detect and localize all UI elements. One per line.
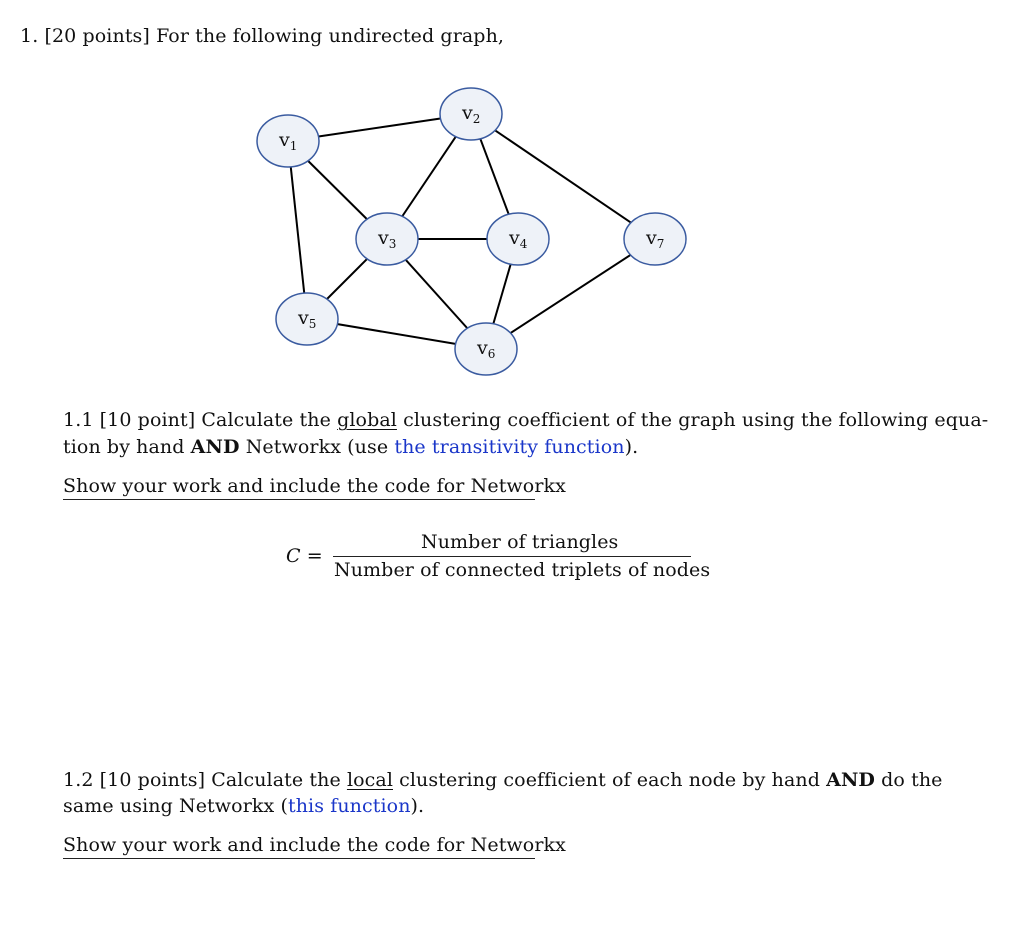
part2-and: AND [826, 769, 876, 791]
clustering-function-link[interactable]: this function [287, 795, 411, 817]
node-label-v1: $v_1$ [279, 129, 298, 153]
node-v5 [276, 293, 338, 345]
part2-text-d: same using Networkx ( [63, 795, 288, 817]
question-prompt: For the following undirected graph, [156, 25, 505, 47]
fraction-bar [333, 556, 691, 557]
node-label-v2: $v_2$ [462, 102, 481, 126]
part2-line1 [63, 769, 943, 791]
node-v4 [487, 213, 549, 265]
node-label-v5: $v_5$ [298, 307, 317, 331]
part1-text-d: Networkx (use [239, 436, 395, 458]
part2-show-work: Show your work and include the code for Networkx [63, 834, 566, 856]
transitivity-function-link[interactable]: the transitivity function [394, 436, 625, 458]
node-v3 [356, 213, 418, 265]
question-number: 1. [20, 25, 39, 47]
part1-text-e: ). [624, 436, 639, 458]
part2-text-c: do the [875, 769, 943, 791]
part2-local-word: local [346, 769, 393, 791]
part1-text-a: 1.1 [10 point] Calculate the [63, 409, 338, 431]
part1-line2 [63, 436, 638, 458]
node-label-v4: $v_4$ [509, 227, 528, 251]
part1-show-work: Show your work and include the code for Networkx [63, 475, 566, 497]
part2-text-b: clustering coefficient of each node by hand [393, 769, 827, 791]
formula-denominator: Number of connected triplets of nodes [334, 559, 711, 581]
part2-rule [63, 858, 535, 859]
part1-and: AND [190, 436, 240, 458]
undirected-graph [0, 0, 1024, 400]
formula-lhs: C = [286, 545, 323, 567]
node-label-v7: $v_7$ [646, 227, 665, 251]
part1-rule [63, 499, 535, 500]
part1-global-word: global [337, 409, 397, 431]
part2-line2 [63, 795, 424, 817]
node-label-v6: $v_6$ [477, 337, 496, 361]
edge-v1-v5 [288, 141, 307, 319]
node-v1 [257, 115, 319, 167]
part1-text-b: clustering coefficient of the graph using the following equa- [396, 409, 989, 431]
part2-text-e: ). [410, 795, 425, 817]
node-v6 [455, 323, 517, 375]
question-points: [20 points] [44, 25, 150, 47]
node-v7 [624, 213, 686, 265]
node-label-v3: $v_3$ [378, 227, 397, 251]
node-v2 [440, 88, 502, 140]
part1-text-c: tion by hand [63, 436, 191, 458]
formula-numerator: Number of triangles [421, 531, 619, 553]
part1-line1 [63, 409, 988, 431]
part2-text-a: 1.2 [10 points] Calculate the [63, 769, 347, 791]
